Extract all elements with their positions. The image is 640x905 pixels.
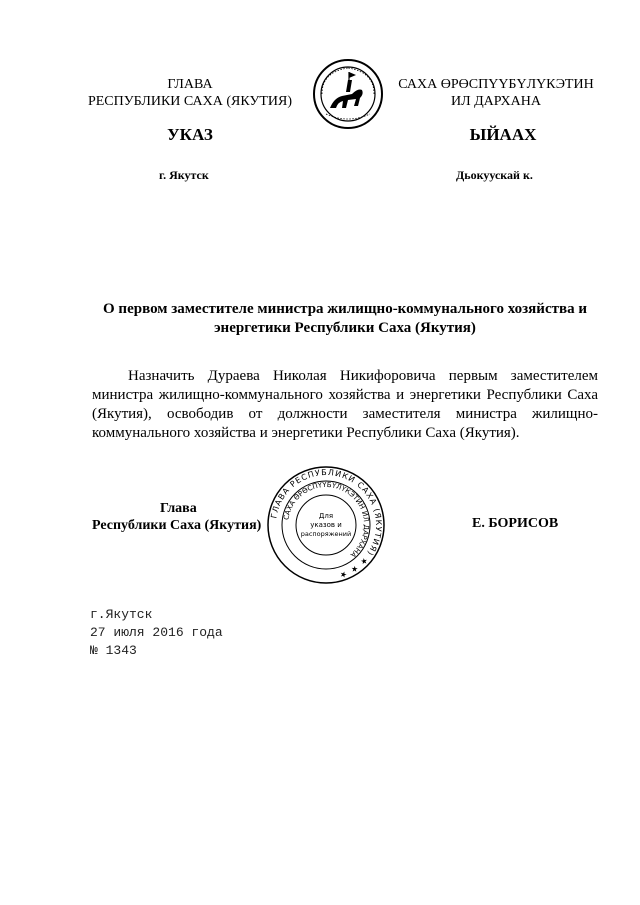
svg-text:распоряжений: распоряжений — [300, 530, 352, 538]
footer-city: г.Якутск — [90, 607, 153, 622]
signatory-title-line1: Глава — [160, 501, 197, 516]
header-left — [80, 76, 300, 110]
svg-text:ГЛАВА РЕСПУБЛИКИ САХА (ЯКУТИЯ): ГЛАВА РЕСПУБЛИКИ САХА (ЯКУТИЯ) ★ ★ ★ — [269, 467, 384, 581]
header-left-line1: ГЛАВА — [167, 77, 213, 92]
signatory-title — [92, 500, 261, 534]
document-subject: О первом заместителе министра жилищно-коммунального хозяйства и энергетики Республики Саха (Якутия) — [103, 301, 587, 336]
header-left-line2: РЕСПУБЛИКИ САХА (ЯКУТИЯ) — [87, 94, 293, 109]
header-right-line1: САХА ӨРӨСПҮҮБҮЛҮКЭТИН — [398, 77, 594, 92]
place-sah: Дьокуускай к. — [456, 168, 533, 182]
svg-text:указов и: указов и — [310, 521, 342, 529]
footer-number: № 1343 — [90, 643, 137, 658]
svg-text:САХА ӨРӨСПҮҮБҮЛҮКЭТИН ИЛ ДАРХА: САХА ӨРӨСПҮҮБҮЛҮКЭТИН ИЛ ДАРХАНА — [282, 480, 371, 559]
svg-text:Для: Для — [318, 512, 334, 520]
footer-date: 27 июля 2016 года — [90, 625, 223, 640]
header-right-line2: ИЛ ДАРХАНА — [450, 94, 541, 109]
official-seal — [266, 465, 386, 585]
signatory-name: Е. БОРИСОВ — [472, 516, 559, 531]
document-type-sah: ЫЙААХ — [469, 125, 537, 144]
signatory-title-line2: Республики Саха (Якутия) — [92, 518, 262, 533]
header-right — [398, 76, 594, 110]
document-footer — [90, 606, 223, 660]
place-ru: г. Якутск — [159, 168, 209, 182]
coat-of-arms-icon — [312, 58, 384, 130]
document-body: Назначить Дураева Николая Никифоровича первым заместителем министра жилищно-коммунального хозяйства и энергетики Республики Саха (Якутия), освободив от должности заместителя министра жилищно-коммунального хозяйства и энергетики Республики Саха (Якутия). — [92, 368, 598, 441]
document-type-ru: УКАЗ — [167, 125, 213, 144]
